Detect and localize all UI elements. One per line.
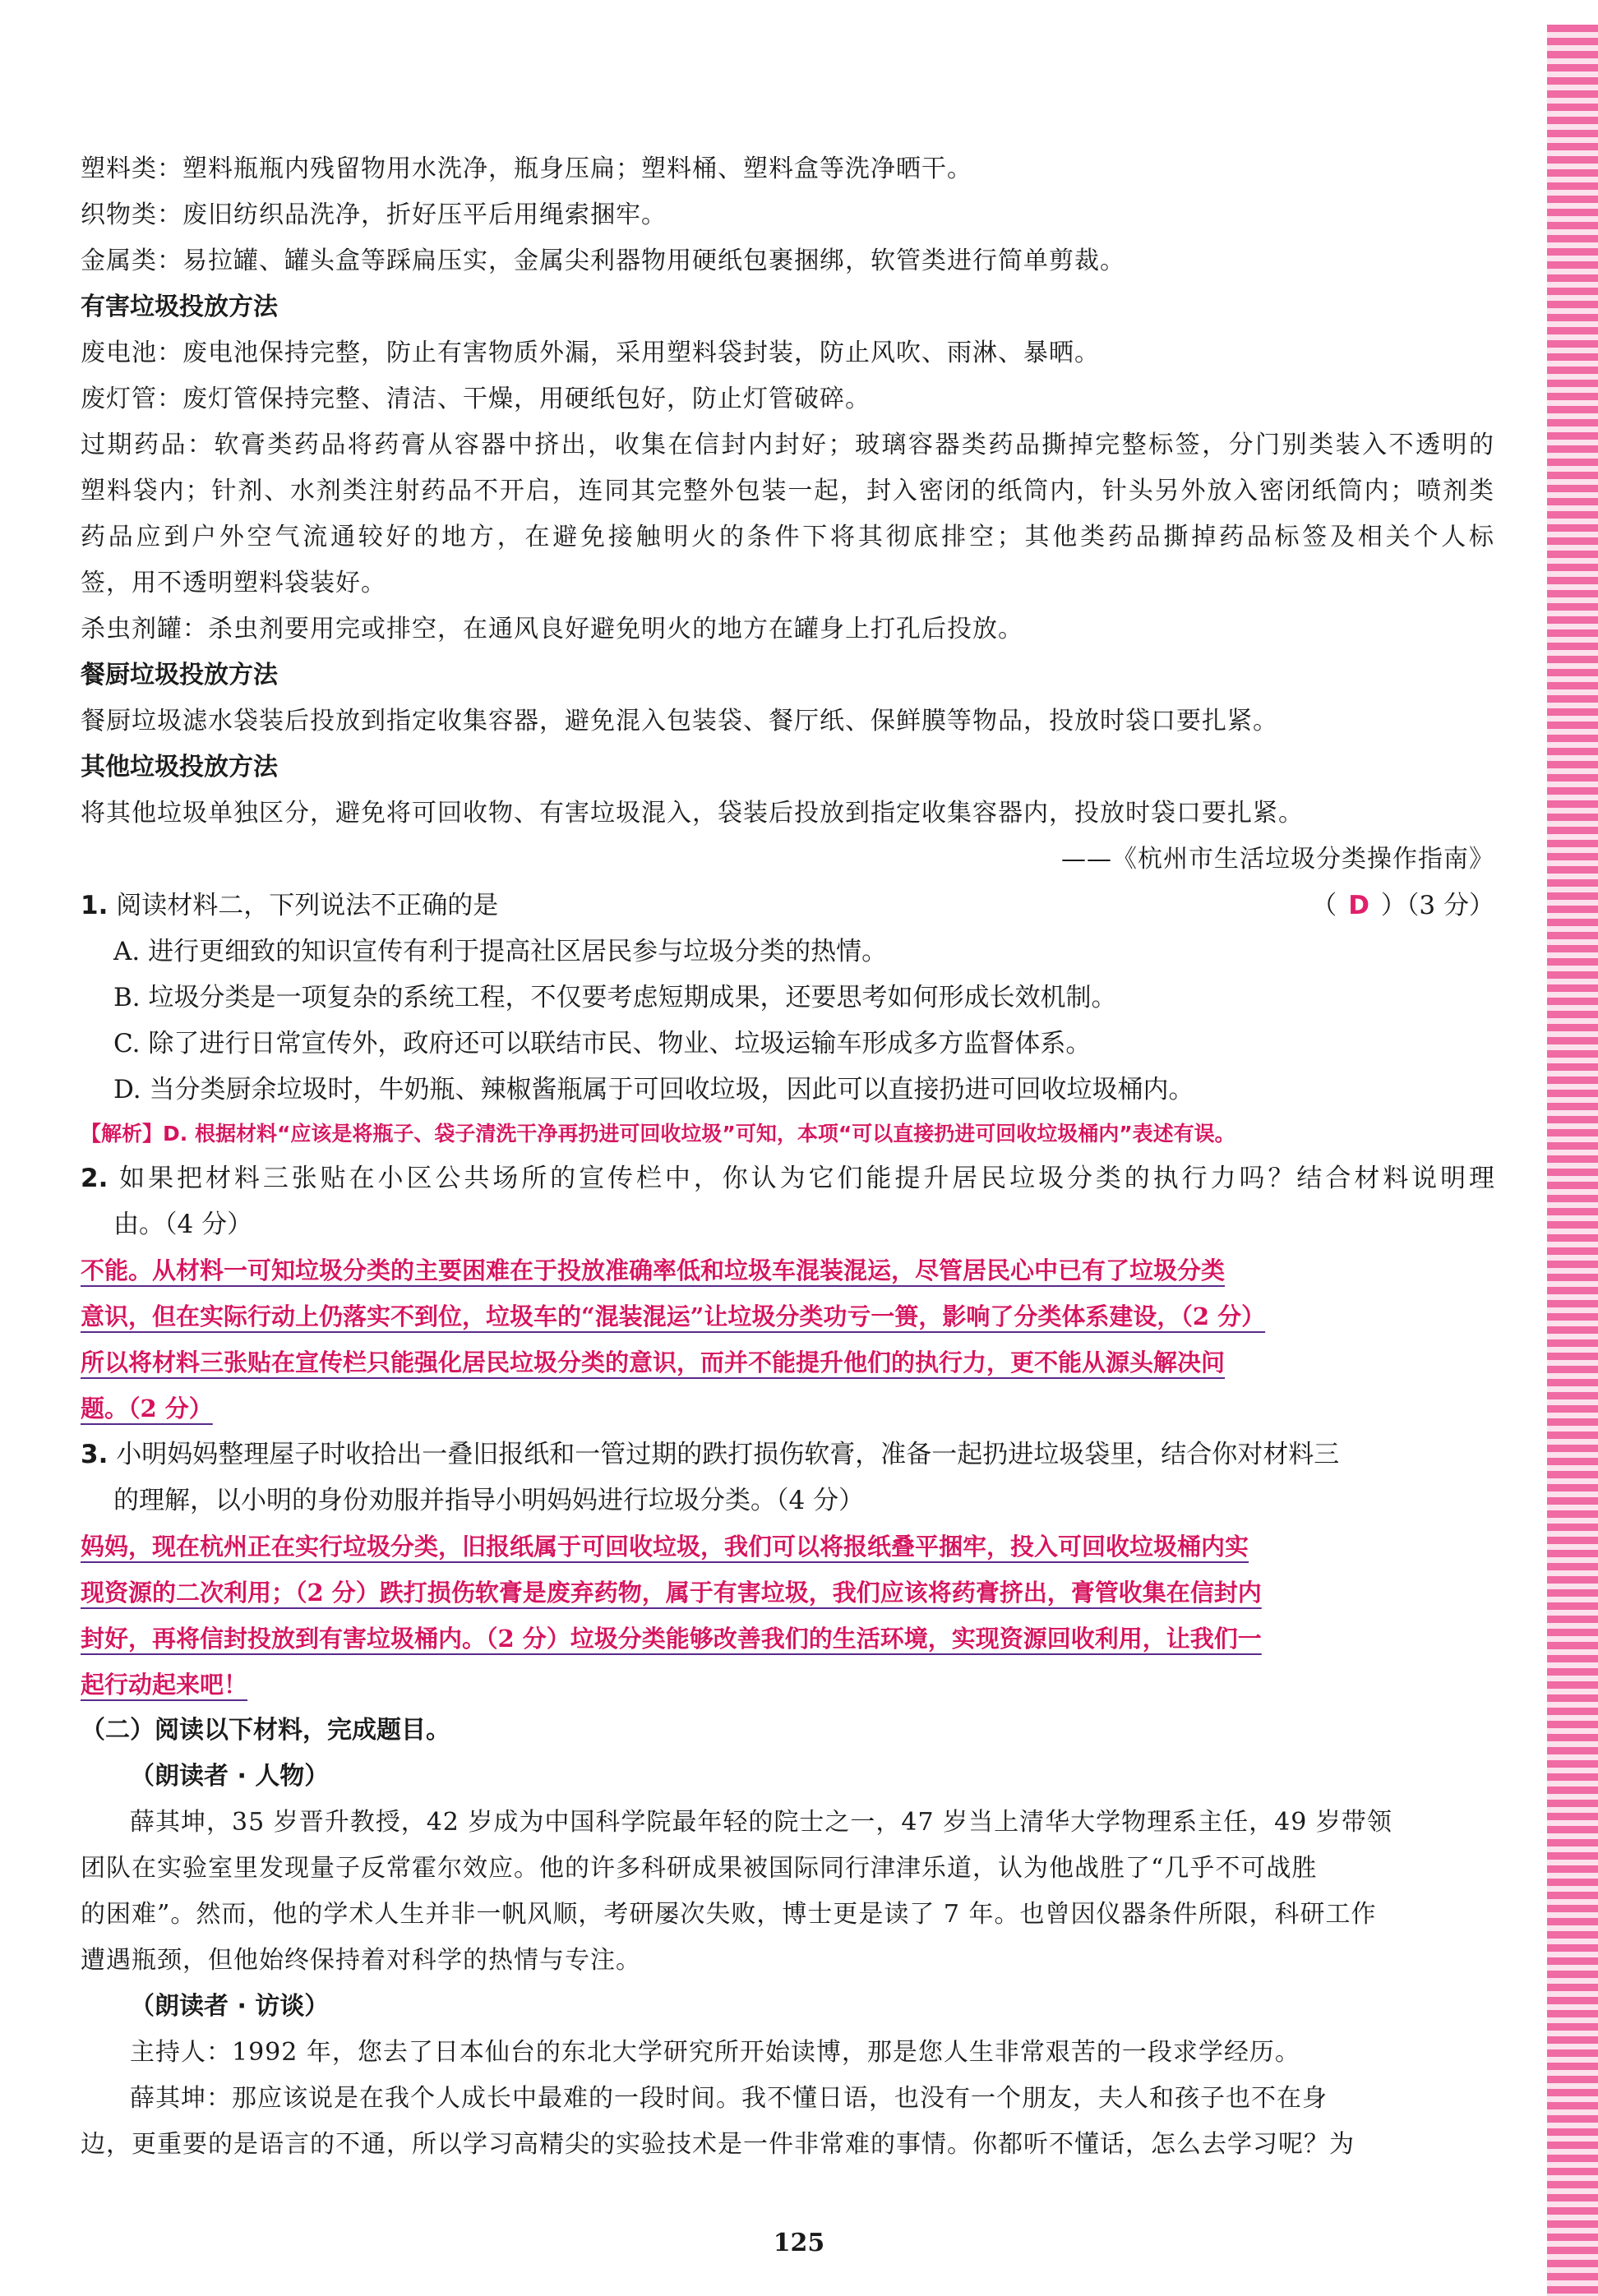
question-text: 的理解，以小明的身份劝服并指导小明妈妈进行垃圾分类。（4 分） <box>113 1486 865 1515</box>
question-text: 小明妈妈整理屋子时收拾出一叠旧报纸和一管过期的跌打损伤软膏，准备一起扔进垃圾袋里，结合你对材料三 <box>116 1440 1340 1469</box>
page-number: 125 <box>773 2229 825 2257</box>
text-line: 塑料类：塑料瓶瓶内残留物用水洗净，瓶身压扁；塑料桶、塑料盒等洗净晒干。 <box>81 154 972 183</box>
answer-bracket: （ D ）（3 分） <box>1311 891 1494 920</box>
answer-line: 所以将材料三张贴在宣传栏只能强化居民垃圾分类的意识，而并不能提升他们的执行力，更不能从源头解决问 <box>81 1349 1226 1376</box>
section-heading-hazard: 有害垃圾投放方法 <box>81 293 278 321</box>
answer-line: 题。（2 分） <box>81 1395 213 1422</box>
question-text: 阅读材料二，下列说法不正确的是 <box>116 891 499 920</box>
text-line: 金属类：易拉罐、罐头盒等踩扁压实，金属尖利器物用硬纸包裹捆绑，软管类进行简单剪裁。 <box>81 247 1125 275</box>
document-content <box>81 146 1494 2168</box>
paragraph-line: 的困难”。然而，他的学术人生并非一帆风顺，考研屡次失败，博士更是读了 7 年。也曾因仪器条件所限，科研工作 <box>81 1900 1377 1929</box>
analysis-text: 【解析】D. 根据材料“应该是将瓶子、袋子清洗干净再扔进可回收垃圾”可知，本项“可以直接扔进可回收垃圾桶内”表述有误。 <box>81 1122 1235 1146</box>
section-title: （二）阅读以下材料，完成题目。 <box>81 1716 450 1745</box>
question-text: 如果把材料三张贴在小区公共场所的宣传栏中，你认为它们能提升居民垃圾分类的执行力吗？结合材料说明理 <box>119 1164 1494 1193</box>
text-line: 废灯管：废灯管保持完整、清洁、干燥，用硬纸包好，防止灯管破碎。 <box>81 385 871 413</box>
question-number: 2. <box>81 1164 109 1193</box>
paragraph-line: 团队在实验室里发现量子反常霍尔效应。他的许多科研成果被国际同行津津乐道，认为他战胜了“几乎不可战胜 <box>81 1854 1318 1883</box>
answer-line: 不能。从材料一可知垃圾分类的主要困难在于投放准确率低和垃圾车混装混运，尽管居民心中已有了垃圾分类 <box>81 1256 1226 1284</box>
paragraph-line: 边，更重要的是语言的不通，所以学习高精尖的实验技术是一件非常难的事情。你都听不懂话，怎么去学习呢？为 <box>81 2130 1355 2159</box>
option-c: C. 除了进行日常宣传外，政府还可以联结市民、物业、垃圾运输车形成多方监督体系。 <box>113 1029 1092 1058</box>
answer-line: 起行动起来吧！ <box>81 1671 248 1699</box>
section-heading-other: 其他垃圾投放方法 <box>81 753 278 781</box>
section-heading-kitchen: 餐厨垃圾投放方法 <box>81 661 278 689</box>
text-line: 塑料袋内；针剂、水剂类注射药品不开启，连同其完整外包装一起，封入密闭的纸筒内，针头另外放入密闭纸筒内；喷剂类 <box>81 477 1494 505</box>
question-number: 1. <box>81 891 109 920</box>
text-line: 杀虫剂罐：杀虫剂要用完或排空，在通风良好避免明火的地方在罐身上打孔后投放。 <box>81 615 1023 643</box>
text-line: 签，用不透明塑料袋装好。 <box>81 569 386 597</box>
answer-line: 意识，但在实际行动上仍落实不到位，垃圾车的“混装混运”让垃圾分类功亏一篑，影响了分类体系建设，（2 分） <box>81 1302 1266 1330</box>
text-line: 餐厨垃圾滤水袋装后投放到指定收集容器，避免混入包装袋、餐厅纸、保鲜膜等物品，投放时袋口要扎紧。 <box>81 707 1278 735</box>
answer-line: 妈妈，现在杭州正在实行垃圾分类，旧报纸属于可回收垃圾，我们可以将报纸叠平捆牢，投入可回收垃圾桶内实 <box>81 1533 1249 1561</box>
question-3 <box>81 1432 1494 1478</box>
source-citation: ——《杭州市生活垃圾分类操作指南》 <box>1061 845 1494 874</box>
paragraph-line: 薛其坤，35 岁晋升教授，42 岁成为中国科学院最年轻的院士之一，47 岁当上清华大学物理系主任，49 岁带领 <box>130 1808 1392 1837</box>
text-line: 过期药品：软膏类药品将药膏从容器中挤出，收集在信封内封好；玻璃容器类药品撕掉完整标签，分门别类装入不透明的 <box>81 431 1494 459</box>
decorative-side-stripe <box>1547 25 1598 2296</box>
question-number: 3. <box>81 1440 109 1469</box>
text-line: 织物类：废旧纺织品洗净，折好压平后用绳索捆牢。 <box>81 201 667 229</box>
question-text: 由。（4 分） <box>113 1210 253 1239</box>
subheading: （朗读者 · 人物） <box>130 1762 330 1791</box>
answer-line: 现资源的二次利用；（2 分）跌打损伤软膏是废弃药物，属于有害垃圾，我们应该将药膏挤出，膏管收集在信封内 <box>81 1579 1262 1607</box>
paragraph-line: 薛其坤：那应该说是在我个人成长中最难的一段时间。我不懂日语，也没有一个朋友，夫人和孩子也不在身 <box>130 2084 1328 2113</box>
option-a: A. 进行更细致的知识宣传有利于提高社区居民参与垃圾分类的热情。 <box>113 937 888 966</box>
paragraph-line: 遭遇瓶颈，但他始终保持着对科学的热情与专注。 <box>81 1946 641 1975</box>
option-b: B. 垃圾分类是一项复杂的系统工程，不仅要考虑短期成果，还要思考如何形成长效机制。 <box>113 983 1117 1012</box>
question-1 <box>81 883 1494 929</box>
subheading: （朗读者 · 访谈） <box>130 1992 330 2021</box>
option-d: D. 当分类厨余垃圾时，牛奶瓶、辣椒酱瓶属于可回收垃圾，因此可以直接扔进可回收垃圾桶内。 <box>113 1075 1194 1104</box>
text-line: 将其他垃圾单独区分，避免将可回收物、有害垃圾混入，袋装后投放到指定收集容器内，投放时袋口要扎紧。 <box>81 799 1304 828</box>
answer-line: 封好，再将信封投放到有害垃圾桶内。（2 分）垃圾分类能够改善我们的生活环境，实现资源回收利用，让我们一 <box>81 1625 1262 1653</box>
paragraph-line: 主持人：1992 年，您去了日本仙台的东北大学研究所开始读博，那是您人生非常艰苦的一段求学经历。 <box>130 2038 1300 2067</box>
text-line: 药品应到户外空气流通较好的地方，在避免接触明火的条件下将其彻底排空；其他类药品撕掉药品标签及相关个人标 <box>81 523 1494 551</box>
answer-letter: D <box>1348 891 1369 920</box>
text-line: 废电池：废电池保持完整，防止有害物质外漏，采用塑料袋封装，防止风吹、雨淋、暴晒。 <box>81 339 1100 367</box>
question-2 <box>81 1155 1494 1201</box>
